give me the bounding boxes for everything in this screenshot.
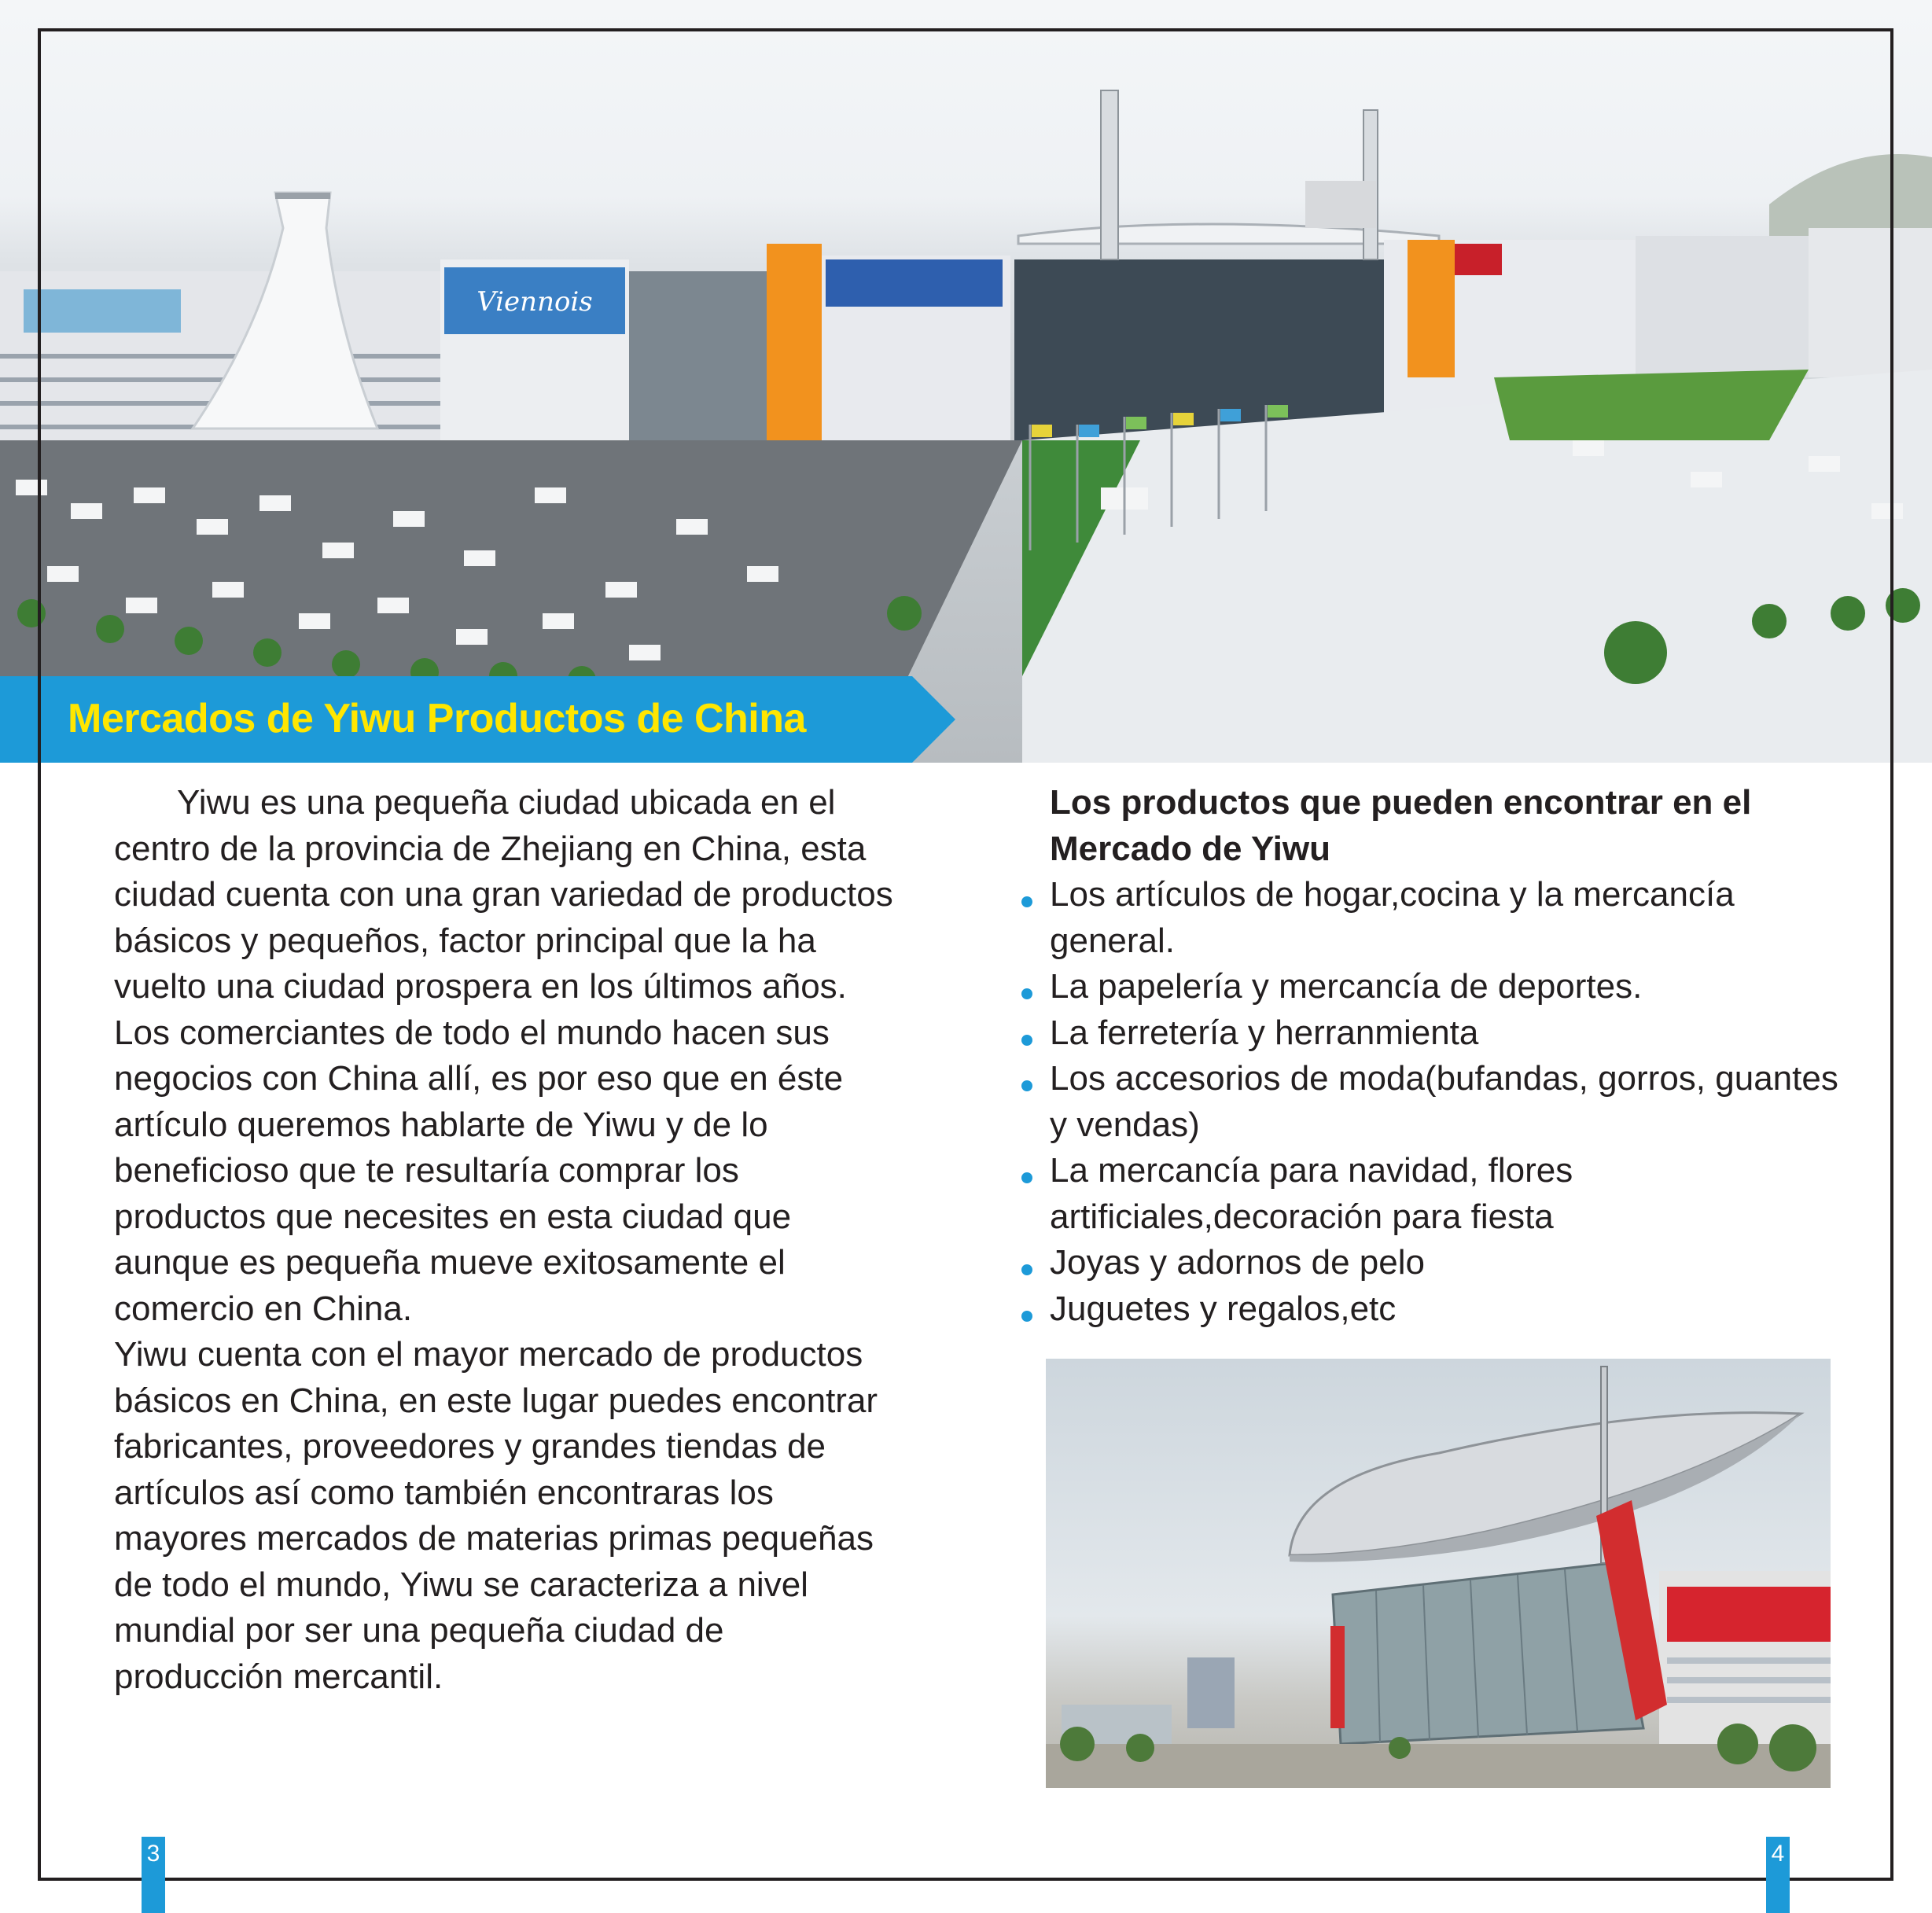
red-banner bbox=[1330, 1626, 1345, 1728]
list-item: Juguetes y regalos,etc bbox=[1014, 1286, 1848, 1333]
page-number-right: 4 bbox=[1766, 1837, 1790, 1913]
right-column bbox=[1014, 780, 1848, 1332]
list-item: Los accesorios de moda(bufandas, gorros, guantes y vendas) bbox=[1014, 1056, 1848, 1148]
bullet-icon bbox=[1021, 1311, 1032, 1322]
bullet-icon bbox=[1021, 1264, 1032, 1275]
list-item: La mercancía para navidad, flores artificiales,decoración para fiesta bbox=[1014, 1148, 1848, 1240]
list-item: Joyas y adornos de pelo bbox=[1014, 1240, 1848, 1286]
bullet-icon bbox=[1021, 896, 1032, 907]
list-item: Los artículos de hogar,cocina y la mercancía general. bbox=[1014, 872, 1848, 964]
bullet-icon bbox=[1021, 1035, 1032, 1046]
plaza bbox=[1046, 1744, 1831, 1788]
page-number-left: 3 bbox=[142, 1837, 165, 1913]
market-paragraph: Yiwu cuenta con el mayor mercado de productos básicos en China, en este lugar puedes encontrar fabricantes, proveedores y grandes tiendas de artículos así como también encontraras los mayores mercados de materias primas pequeñas de todo el mundo, Yiwu se caracteriza a nivel mundial por ser una pequeña ciudad de producción mercantil. bbox=[114, 1335, 878, 1696]
intro-paragraph: Yiwu es una pequeña ciudad ubicada en el centro de la provincia de Zhejiang en China, esta ciudad cuenta con una gran variedad de productos básicos y pequeños, factor principal que la ha vuelto una ciudad prospera en los últimos años. Los comerciantes de todo el mundo hacen sus negocios con China allí, es por eso que en éste artículo queremos hablarte de Yiwu y de lo beneficioso que te resultaría comprar los productos que necesites en esta ciudad que aunque es pequeña mueve exitosamente el comercio en China. bbox=[114, 783, 893, 1328]
red-sign bbox=[1667, 1587, 1831, 1642]
bullet-icon bbox=[1021, 1172, 1032, 1183]
bullet-icon bbox=[1021, 1080, 1032, 1091]
left-column bbox=[114, 780, 900, 1700]
products-list bbox=[1014, 872, 1848, 1332]
list-item: La papelería y mercancía de deportes. bbox=[1014, 964, 1848, 1010]
exhibition-hall-photo bbox=[1046, 1359, 1831, 1788]
list-item: La ferretería y herranmienta bbox=[1014, 1010, 1848, 1057]
page-title: Mercados de Yiwu Productos de China bbox=[68, 696, 806, 741]
exhibition-hall-illustration bbox=[1046, 1359, 1831, 1788]
products-heading: Los productos que pueden encontrar en el Mercado de Yiwu bbox=[1050, 783, 1752, 868]
bullet-icon bbox=[1021, 988, 1032, 999]
viennois-sign-text: Viennois bbox=[477, 286, 593, 318]
